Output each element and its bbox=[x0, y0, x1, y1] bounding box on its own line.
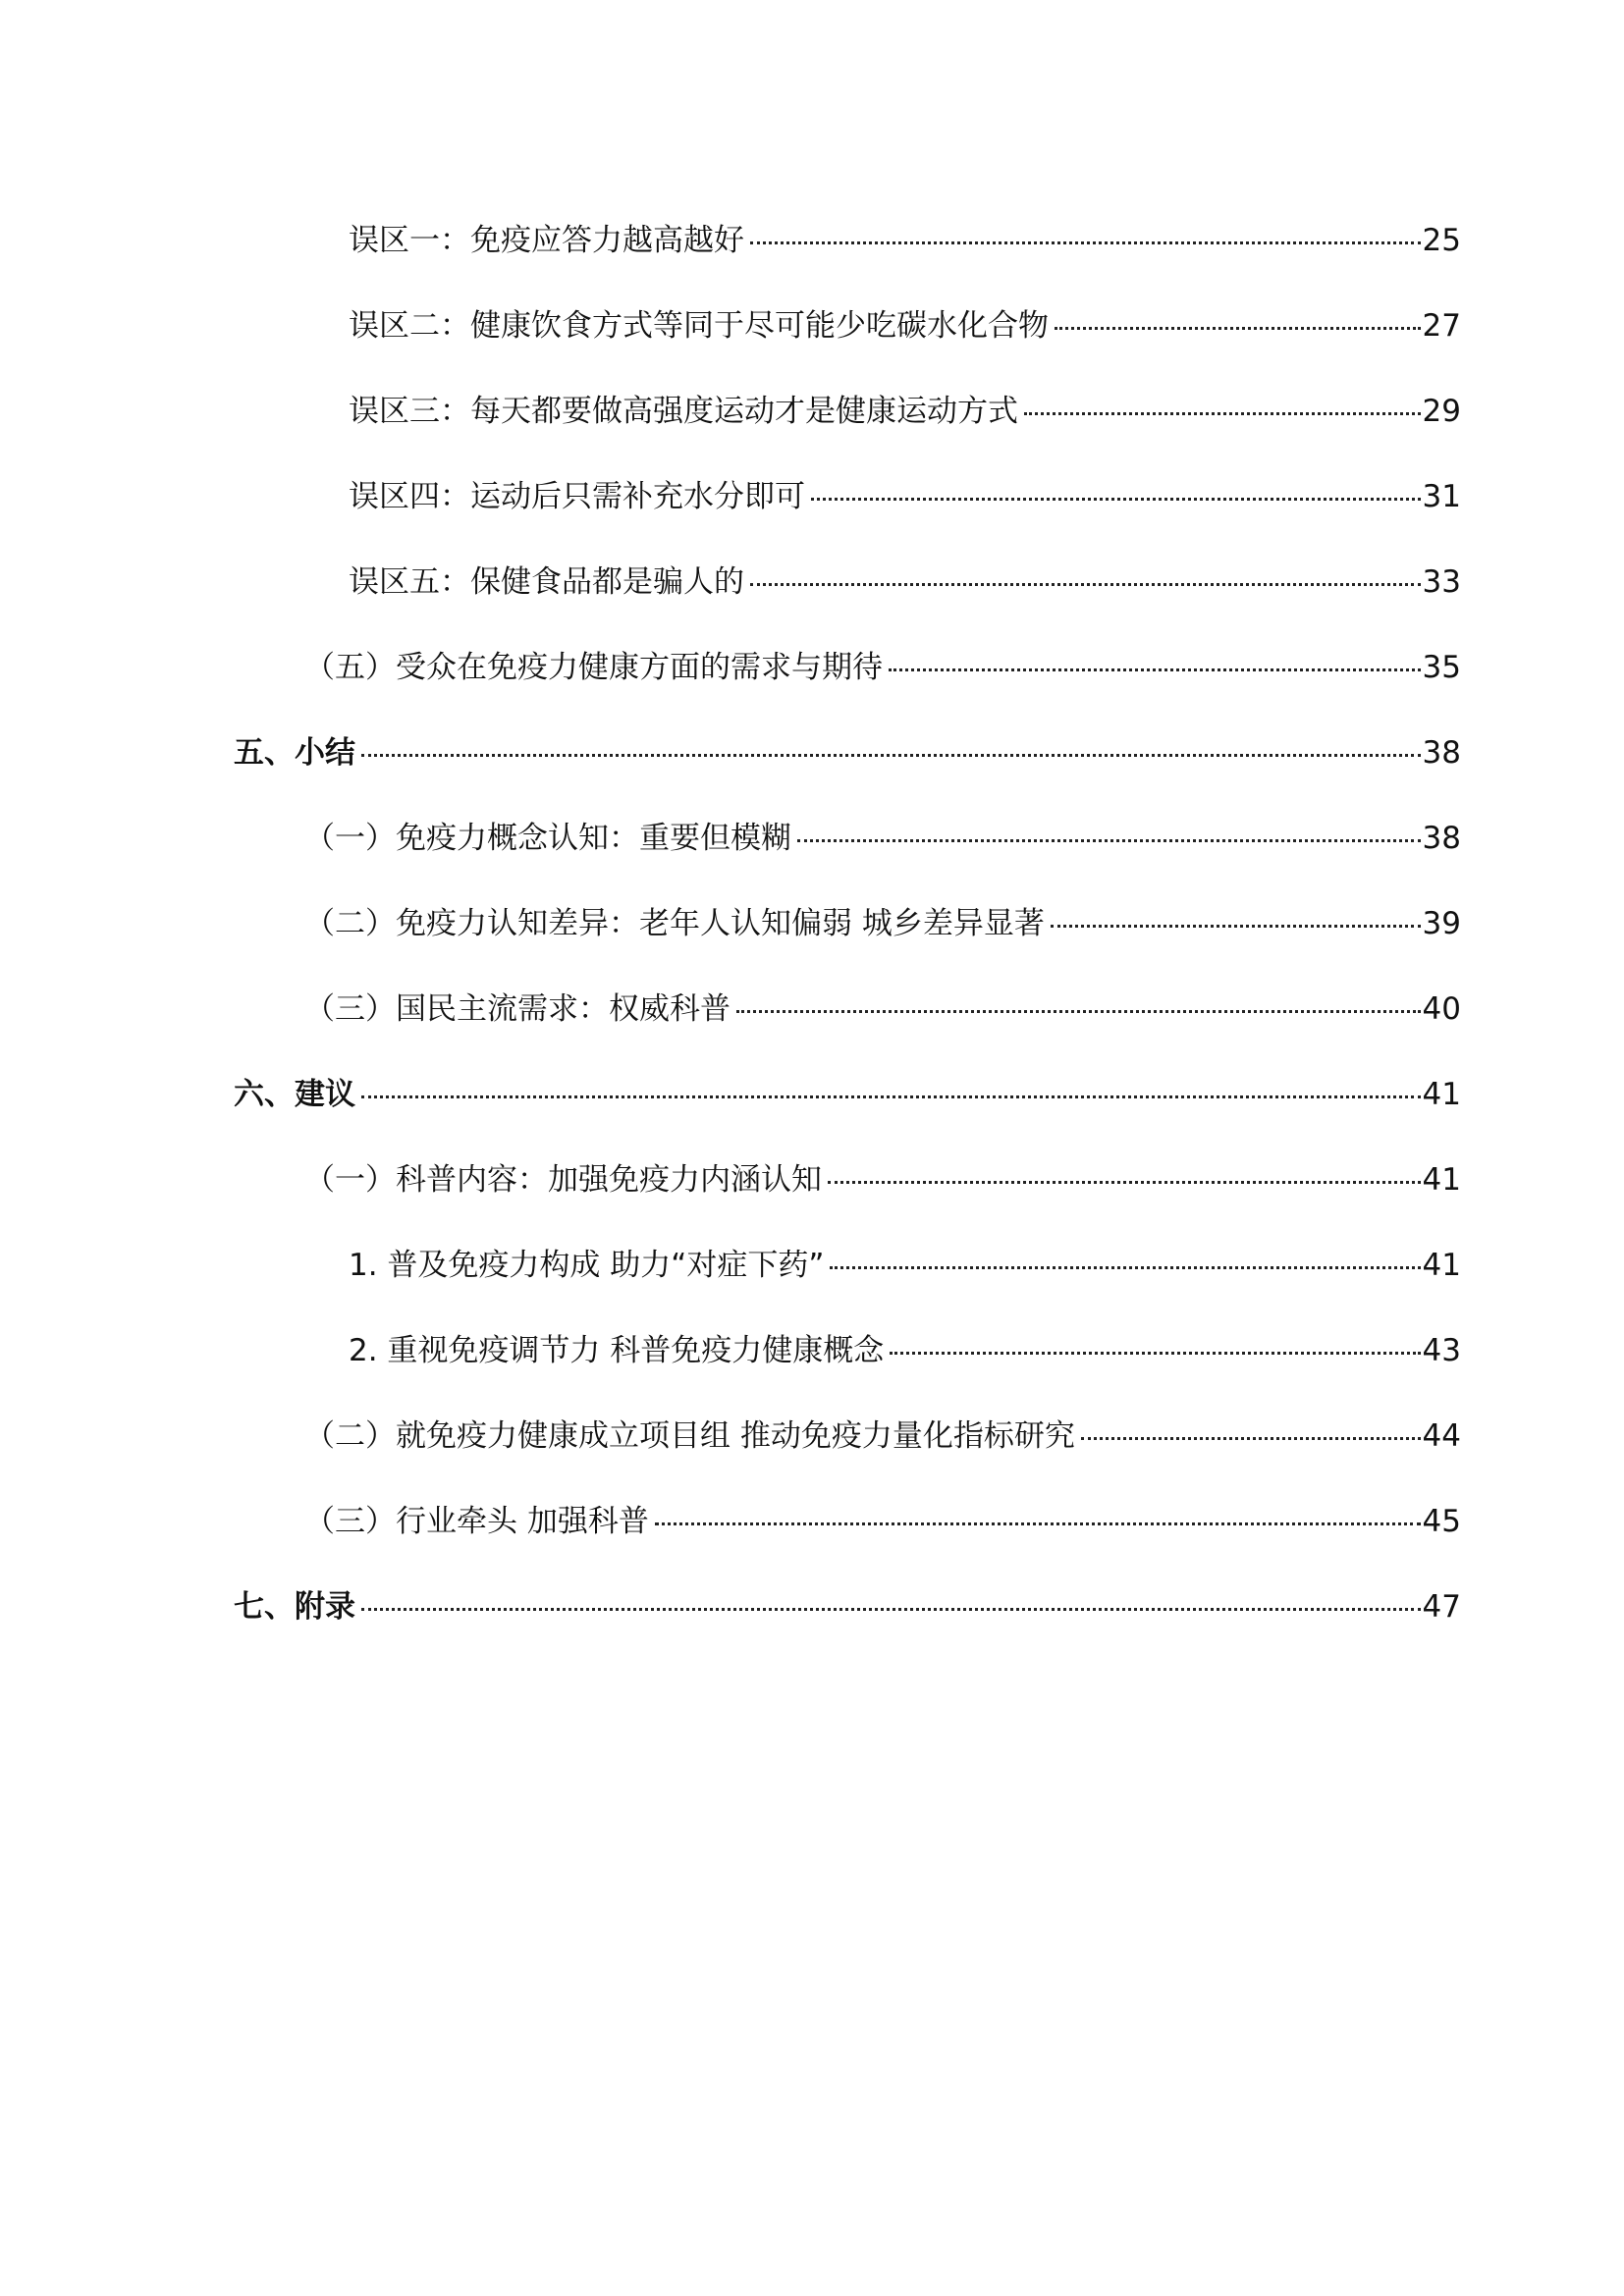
toc-entry-title: （三）行业牵头 加强科普 bbox=[304, 1504, 649, 1539]
toc-entry-page: 38 bbox=[1422, 821, 1461, 856]
toc-entry-page: 41 bbox=[1422, 1077, 1461, 1112]
dot-leader bbox=[736, 1010, 1421, 1013]
toc-entry-page: 39 bbox=[1422, 906, 1461, 941]
dot-leader bbox=[830, 1266, 1420, 1269]
toc-entry-cognition-differences[interactable] bbox=[234, 897, 1461, 983]
toc-entry-title: 七、附录 bbox=[234, 1589, 355, 1625]
toc-entry-page: 25 bbox=[1422, 223, 1461, 258]
toc-entry-misconception-3[interactable] bbox=[234, 385, 1461, 470]
toc-entry-page: 27 bbox=[1422, 308, 1461, 344]
toc-entry-industry-lead[interactable] bbox=[234, 1495, 1461, 1580]
toc-entry-page: 41 bbox=[1422, 1162, 1461, 1198]
toc-entry-page: 47 bbox=[1422, 1589, 1461, 1625]
toc-entry-misconception-4[interactable] bbox=[234, 470, 1461, 556]
toc-entry-title: 六、建议 bbox=[234, 1077, 355, 1112]
dot-leader bbox=[1051, 925, 1421, 928]
dot-leader bbox=[797, 839, 1421, 842]
dot-leader bbox=[1055, 327, 1421, 330]
toc-entry-title: 误区三：每天都要做高强度运动才是健康运动方式 bbox=[349, 394, 1018, 429]
toc-entry-concept-cognition[interactable] bbox=[234, 812, 1461, 897]
toc-entry-immune-regulation[interactable] bbox=[234, 1324, 1461, 1410]
toc-entry-title: （三）国民主流需求：权威科普 bbox=[304, 991, 731, 1027]
toc-entry-page: 33 bbox=[1422, 564, 1461, 600]
dot-leader bbox=[655, 1522, 1421, 1525]
toc-entry-page: 29 bbox=[1422, 394, 1461, 429]
toc-entry-title: 1. 普及免疫力构成 助力“对症下药” bbox=[349, 1248, 825, 1283]
toc-entry-misconception-1[interactable] bbox=[234, 214, 1461, 299]
toc-entry-title: （二）免疫力认知差异：老年人认知偏弱 城乡差异显著 bbox=[304, 906, 1045, 941]
toc-entry-title: （五）受众在免疫力健康方面的需求与期待 bbox=[304, 650, 883, 685]
dot-leader bbox=[361, 1608, 1421, 1611]
toc-entry-audience-needs[interactable] bbox=[234, 641, 1461, 726]
toc-entry-page: 35 bbox=[1422, 650, 1461, 685]
toc-entry-page: 31 bbox=[1422, 479, 1461, 514]
dot-leader bbox=[361, 1095, 1421, 1098]
toc-entry-science-content[interactable] bbox=[234, 1153, 1461, 1239]
table-of-contents bbox=[234, 214, 1461, 1666]
toc-entry-title: （一）科普内容：加强免疫力内涵认知 bbox=[304, 1162, 822, 1198]
toc-entry-appendix[interactable] bbox=[234, 1580, 1461, 1666]
toc-entry-page: 41 bbox=[1422, 1248, 1461, 1283]
toc-entry-project-group[interactable] bbox=[234, 1410, 1461, 1495]
dot-leader bbox=[889, 668, 1421, 671]
toc-entry-page: 43 bbox=[1422, 1333, 1461, 1368]
dot-leader bbox=[750, 583, 1421, 586]
toc-entry-title: （一）免疫力概念认知：重要但模糊 bbox=[304, 821, 791, 856]
toc-entry-title: 误区四：运动后只需补充水分即可 bbox=[349, 479, 805, 514]
toc-entry-mainstream-needs[interactable] bbox=[234, 983, 1461, 1068]
toc-entry-title: 误区二：健康饮食方式等同于尽可能少吃碳水化合物 bbox=[349, 308, 1049, 344]
dot-leader bbox=[1024, 412, 1421, 415]
toc-entry-page: 38 bbox=[1422, 735, 1461, 771]
toc-entry-immunity-composition[interactable] bbox=[234, 1239, 1461, 1324]
toc-entry-recommendations[interactable] bbox=[234, 1068, 1461, 1153]
dot-leader bbox=[750, 241, 1421, 244]
dot-leader bbox=[828, 1181, 1421, 1184]
toc-entry-page: 44 bbox=[1422, 1418, 1461, 1454]
toc-entry-page: 40 bbox=[1422, 991, 1461, 1027]
dot-leader bbox=[361, 754, 1421, 757]
dot-leader bbox=[811, 498, 1421, 501]
toc-entry-misconception-2[interactable] bbox=[234, 299, 1461, 385]
toc-entry-title: 误区一：免疫应答力越高越好 bbox=[349, 223, 744, 258]
dot-leader bbox=[1081, 1437, 1421, 1440]
dot-leader bbox=[890, 1352, 1420, 1355]
toc-entry-title: 2. 重视免疫调节力 科普免疫力健康概念 bbox=[349, 1333, 885, 1368]
toc-entry-title: （二）就免疫力健康成立项目组 推动免疫力量化指标研究 bbox=[304, 1418, 1075, 1454]
toc-entry-misconception-5[interactable] bbox=[234, 556, 1461, 641]
toc-entry-page: 45 bbox=[1422, 1504, 1461, 1539]
toc-entry-title: 误区五：保健食品都是骗人的 bbox=[349, 564, 744, 600]
toc-entry-title: 五、小结 bbox=[234, 735, 355, 771]
toc-entry-summary[interactable] bbox=[234, 726, 1461, 812]
